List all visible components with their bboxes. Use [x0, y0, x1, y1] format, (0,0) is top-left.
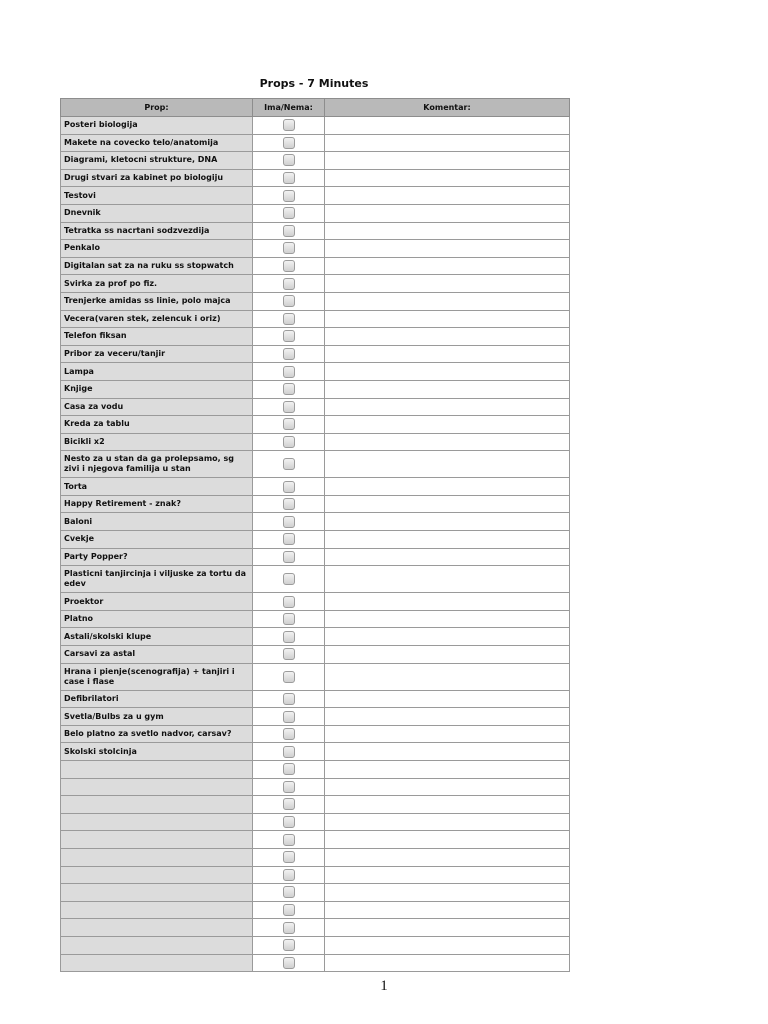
prop-cell: Telefon fiksan — [61, 328, 253, 346]
comment-cell[interactable] — [325, 363, 570, 381]
table-row — [61, 117, 570, 135]
has-checkbox[interactable] — [283, 693, 295, 705]
prop-cell: Party Popper? — [61, 548, 253, 566]
prop-cell: Cvekje — [61, 531, 253, 549]
table-row — [61, 152, 570, 170]
table-row — [61, 848, 570, 866]
table-row — [61, 778, 570, 796]
has-cell — [253, 513, 325, 531]
has-cell — [253, 725, 325, 743]
comment-cell[interactable] — [325, 954, 570, 972]
comment-cell[interactable] — [325, 134, 570, 152]
has-checkbox[interactable] — [283, 516, 295, 528]
comment-cell[interactable] — [325, 328, 570, 346]
has-checkbox[interactable] — [283, 904, 295, 916]
comment-cell[interactable] — [325, 936, 570, 954]
prop-cell — [61, 796, 253, 814]
table-row — [61, 416, 570, 434]
prop-cell: Defibrilatori — [61, 690, 253, 708]
has-checkbox[interactable] — [283, 746, 295, 758]
prop-cell: Carsavi za astal — [61, 646, 253, 664]
prop-cell: Casa za vodu — [61, 398, 253, 416]
prop-cell: Kreda za tablu — [61, 416, 253, 434]
has-cell — [253, 548, 325, 566]
has-checkbox[interactable] — [283, 886, 295, 898]
has-checkbox[interactable] — [283, 533, 295, 545]
has-cell — [253, 901, 325, 919]
has-checkbox[interactable] — [283, 278, 295, 290]
has-cell — [253, 478, 325, 496]
comment-cell[interactable] — [325, 566, 570, 593]
has-cell — [253, 134, 325, 152]
has-checkbox[interactable] — [283, 383, 295, 395]
has-cell — [253, 240, 325, 258]
has-cell — [253, 416, 325, 434]
has-checkbox[interactable] — [283, 295, 295, 307]
table-row — [61, 610, 570, 628]
comment-cell[interactable] — [325, 345, 570, 363]
prop-cell — [61, 954, 253, 972]
has-cell — [253, 813, 325, 831]
comment-cell[interactable] — [325, 663, 570, 690]
prop-cell — [61, 884, 253, 902]
prop-cell — [61, 761, 253, 779]
has-cell — [253, 628, 325, 646]
prop-cell: Posteri biologija — [61, 117, 253, 135]
prop-cell: Plasticni tanjircinja i viljuske za tortu da edev — [61, 566, 253, 593]
comment-cell[interactable] — [325, 240, 570, 258]
table-row — [61, 593, 570, 611]
table-row — [61, 363, 570, 381]
comment-cell[interactable] — [325, 451, 570, 478]
comment-cell[interactable] — [325, 257, 570, 275]
has-cell — [253, 310, 325, 328]
comment-cell[interactable] — [325, 292, 570, 310]
prop-cell: Pribor za veceru/tanjir — [61, 345, 253, 363]
column-header-comment: Komentar: — [325, 99, 570, 117]
has-cell — [253, 796, 325, 814]
has-checkbox[interactable] — [283, 939, 295, 951]
has-checkbox[interactable] — [283, 798, 295, 810]
has-cell — [253, 275, 325, 293]
prop-cell: Tetratka ss nacrtani sodzvezdija — [61, 222, 253, 240]
comment-cell[interactable] — [325, 919, 570, 937]
has-checkbox[interactable] — [283, 418, 295, 430]
comment-cell[interactable] — [325, 901, 570, 919]
table-row — [61, 813, 570, 831]
has-cell — [253, 328, 325, 346]
has-checkbox[interactable] — [283, 648, 295, 660]
has-checkbox[interactable] — [283, 154, 295, 166]
comment-cell[interactable] — [325, 646, 570, 664]
table-row — [61, 240, 570, 258]
table-row — [61, 548, 570, 566]
has-cell — [253, 222, 325, 240]
has-checkbox[interactable] — [283, 728, 295, 740]
table-row — [61, 310, 570, 328]
table-row — [61, 566, 570, 593]
has-checkbox[interactable] — [283, 613, 295, 625]
prop-cell: Svetla/Bulbs za u gym — [61, 708, 253, 726]
has-checkbox[interactable] — [283, 922, 295, 934]
table-row — [61, 901, 570, 919]
table-row — [61, 646, 570, 664]
table-row — [61, 690, 570, 708]
prop-cell: Hrana i pienje(scenografija) + tanjiri i case i flase — [61, 663, 253, 690]
table-row — [61, 628, 570, 646]
has-cell — [253, 345, 325, 363]
has-checkbox[interactable] — [283, 781, 295, 793]
has-cell — [253, 919, 325, 937]
has-checkbox[interactable] — [283, 869, 295, 881]
table-row — [61, 169, 570, 187]
has-cell — [253, 936, 325, 954]
has-cell — [253, 866, 325, 884]
has-cell — [253, 593, 325, 611]
has-cell — [253, 690, 325, 708]
prop-cell: Platno — [61, 610, 253, 628]
has-cell — [253, 292, 325, 310]
has-checkbox[interactable] — [283, 551, 295, 563]
prop-cell: Diagrami, kletocni strukture, DNA — [61, 152, 253, 170]
comment-cell[interactable] — [325, 610, 570, 628]
has-cell — [253, 187, 325, 205]
has-cell — [253, 169, 325, 187]
has-checkbox[interactable] — [283, 851, 295, 863]
prop-cell: Happy Retirement - znak? — [61, 495, 253, 513]
comment-cell[interactable] — [325, 593, 570, 611]
has-checkbox[interactable] — [283, 207, 295, 219]
prop-cell: Astali/skolski klupe — [61, 628, 253, 646]
table-row — [61, 380, 570, 398]
has-checkbox[interactable] — [283, 834, 295, 846]
comment-cell[interactable] — [325, 778, 570, 796]
prop-cell — [61, 919, 253, 937]
comment-cell[interactable] — [325, 831, 570, 849]
has-cell — [253, 495, 325, 513]
prop-cell: Skolski stolcinja — [61, 743, 253, 761]
comment-cell[interactable] — [325, 433, 570, 451]
has-checkbox[interactable] — [283, 330, 295, 342]
has-checkbox[interactable] — [283, 436, 295, 448]
prop-cell: Makete na covecko telo/anatomija — [61, 134, 253, 152]
comment-cell[interactable] — [325, 690, 570, 708]
prop-cell: Torta — [61, 478, 253, 496]
prop-cell: Baloni — [61, 513, 253, 531]
table-row — [61, 884, 570, 902]
comment-cell[interactable] — [325, 743, 570, 761]
prop-cell: Lampa — [61, 363, 253, 381]
has-checkbox[interactable] — [283, 172, 295, 184]
has-cell — [253, 380, 325, 398]
comment-cell[interactable] — [325, 813, 570, 831]
comment-cell[interactable] — [325, 708, 570, 726]
prop-cell — [61, 848, 253, 866]
prop-cell: Penkalo — [61, 240, 253, 258]
table-row — [61, 531, 570, 549]
table-row — [61, 495, 570, 513]
table-row — [61, 222, 570, 240]
has-cell — [253, 778, 325, 796]
has-checkbox[interactable] — [283, 137, 295, 149]
prop-cell: Digitalan sat za na ruku ss stopwatch — [61, 257, 253, 275]
has-cell — [253, 566, 325, 593]
table-row — [61, 796, 570, 814]
table-row — [61, 513, 570, 531]
has-checkbox[interactable] — [283, 401, 295, 413]
prop-cell: Vecera(varen stek, zelencuk i oriz) — [61, 310, 253, 328]
has-cell — [253, 398, 325, 416]
comment-cell[interactable] — [325, 796, 570, 814]
has-checkbox[interactable] — [283, 242, 295, 254]
comment-cell[interactable] — [325, 380, 570, 398]
comment-cell[interactable] — [325, 416, 570, 434]
has-checkbox[interactable] — [283, 313, 295, 325]
table-row — [61, 478, 570, 496]
has-checkbox[interactable] — [283, 119, 295, 131]
comment-cell[interactable] — [325, 187, 570, 205]
has-checkbox[interactable] — [283, 763, 295, 775]
table-row — [61, 708, 570, 726]
table-row — [61, 187, 570, 205]
has-cell — [253, 743, 325, 761]
comment-cell[interactable] — [325, 169, 570, 187]
prop-cell: Nesto za u stan da ga prolepsamo, sg zivi i njegova familija u stan — [61, 451, 253, 478]
prop-cell — [61, 813, 253, 831]
has-cell — [253, 117, 325, 135]
prop-cell: Bicikli x2 — [61, 433, 253, 451]
table-row — [61, 134, 570, 152]
table-row — [61, 451, 570, 478]
has-cell — [253, 610, 325, 628]
comment-cell[interactable] — [325, 152, 570, 170]
table-row — [61, 398, 570, 416]
prop-cell: Testovi — [61, 187, 253, 205]
page-number: 1 — [380, 978, 388, 994]
comment-cell[interactable] — [325, 222, 570, 240]
comment-cell[interactable] — [325, 117, 570, 135]
has-checkbox[interactable] — [283, 348, 295, 360]
has-cell — [253, 433, 325, 451]
table-row — [61, 204, 570, 222]
comment-cell[interactable] — [325, 725, 570, 743]
prop-cell: Proektor — [61, 593, 253, 611]
table-row — [61, 275, 570, 293]
has-checkbox[interactable] — [283, 631, 295, 643]
prop-cell: Dnevnik — [61, 204, 253, 222]
comment-cell[interactable] — [325, 478, 570, 496]
table-row — [61, 328, 570, 346]
table-row — [61, 345, 570, 363]
table-row — [61, 831, 570, 849]
comment-cell[interactable] — [325, 761, 570, 779]
table-row — [61, 725, 570, 743]
has-cell — [253, 708, 325, 726]
table-row — [61, 936, 570, 954]
prop-cell: Belo platno za svetlo nadvor, carsav? — [61, 725, 253, 743]
has-cell — [253, 954, 325, 972]
has-checkbox[interactable] — [283, 573, 295, 585]
table-row — [61, 761, 570, 779]
prop-cell — [61, 778, 253, 796]
props-table — [60, 98, 570, 972]
prop-cell — [61, 901, 253, 919]
table-row — [61, 663, 570, 690]
has-cell — [253, 204, 325, 222]
table-row — [61, 954, 570, 972]
has-checkbox[interactable] — [283, 458, 295, 470]
prop-cell — [61, 831, 253, 849]
has-checkbox[interactable] — [283, 816, 295, 828]
prop-cell: Drugi stvari za kabinet po biologiju — [61, 169, 253, 187]
has-cell — [253, 451, 325, 478]
has-cell — [253, 884, 325, 902]
prop-cell: Svirka za prof po fiz. — [61, 275, 253, 293]
comment-cell[interactable] — [325, 848, 570, 866]
has-checkbox[interactable] — [283, 366, 295, 378]
comment-cell[interactable] — [325, 628, 570, 646]
has-cell — [253, 531, 325, 549]
table-row — [61, 292, 570, 310]
comment-cell[interactable] — [325, 531, 570, 549]
prop-cell: Knjige — [61, 380, 253, 398]
has-checkbox[interactable] — [283, 671, 295, 683]
comment-cell[interactable] — [325, 398, 570, 416]
prop-cell — [61, 866, 253, 884]
table-row — [61, 257, 570, 275]
table-row — [61, 866, 570, 884]
has-checkbox[interactable] — [283, 481, 295, 493]
has-cell — [253, 761, 325, 779]
prop-cell — [61, 936, 253, 954]
comment-cell[interactable] — [325, 548, 570, 566]
comment-cell[interactable] — [325, 204, 570, 222]
comment-cell[interactable] — [325, 884, 570, 902]
column-header-has: Ima/Nema: — [253, 99, 325, 117]
prop-cell: Trenjerke amidas ss linie, polo majca — [61, 292, 253, 310]
comment-cell[interactable] — [325, 513, 570, 531]
has-cell — [253, 663, 325, 690]
table-row — [61, 433, 570, 451]
has-cell — [253, 646, 325, 664]
comment-cell[interactable] — [325, 495, 570, 513]
has-cell — [253, 363, 325, 381]
table-row — [61, 919, 570, 937]
has-checkbox[interactable] — [283, 190, 295, 202]
has-checkbox[interactable] — [283, 596, 295, 608]
has-cell — [253, 848, 325, 866]
has-checkbox[interactable] — [283, 225, 295, 237]
has-checkbox[interactable] — [283, 957, 295, 969]
has-cell — [253, 152, 325, 170]
column-header-prop: Prop: — [61, 99, 253, 117]
comment-cell[interactable] — [325, 310, 570, 328]
has-checkbox[interactable] — [283, 498, 295, 510]
table-row — [61, 743, 570, 761]
comment-cell[interactable] — [325, 866, 570, 884]
has-cell — [253, 831, 325, 849]
comment-cell[interactable] — [325, 275, 570, 293]
has-cell — [253, 257, 325, 275]
has-checkbox[interactable] — [283, 711, 295, 723]
page-title: Props - 7 Minutes — [259, 77, 369, 90]
table-header-row — [61, 99, 570, 117]
has-checkbox[interactable] — [283, 260, 295, 272]
